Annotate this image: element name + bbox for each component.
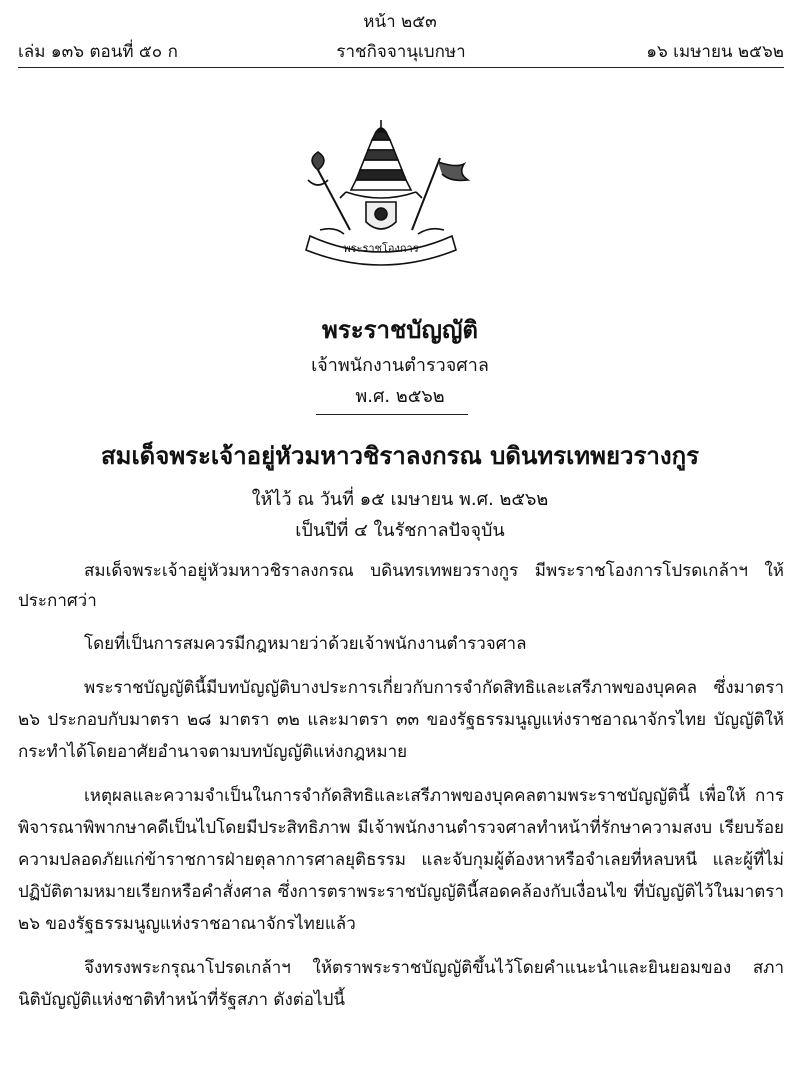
preamble-body <box>18 556 784 1028</box>
gazette-name: ราชกิจจานุเบกษา <box>336 42 466 62</box>
emblem-ribbon-text: พระราชโองการ <box>343 242 419 255</box>
royal-emblem-icon <box>288 118 474 268</box>
king-title: สมเด็จพระเจ้าอยู่หัวมหาวชิราลงกรณ บดินทรเทพยวรางกูร <box>101 442 699 470</box>
paragraph-reasons: เหตุผลและความจำเป็นในการจำกัดสิทธิและเสรีภาพของบุคคลตามพระราชบัญญัตินี้ เพื่อให้ การพิจารณาพิพากษาคดีเป็นไปโดยมีประสิทธิภาพ มีเจ้าพนักงานตำรวจศาลทำหน้าที่รักษาความสงบ เรียบร้อย ความปลอดภัยแก่ข้าราชการฝ่ายตุลาการศาลยุติธรรม และจับกุมผู้ต้องหาหรือจำเลยที่หลบหนี และผู้ที่ไม่ปฏิบัติตามหมายเรียกหรือคำสั่งศาล ซึ่งการตราพระราชบัญญัตินี้สอดคล้องกับเงื่อนไข ที่บัญญัติไว้ในมาตรา ๒๖ ของรัฐธรรมนูญแห่งราชอาณาจักรไทยแล้ว <box>18 786 784 934</box>
paragraph-rights-limitation: พระราชบัญญัตินี้มีบทบัญญัติบางประการเกี่ยวกับการจำกัดสิทธิและเสรีภาพของบุคคล ซึ่งมาตรา ๒๖ ประกอบกับมาตรา ๒๘ มาตรา ๓๒ และมาตรา ๓๓ ของรัฐธรรมนูญแห่งราชอาณาจักรไทย บัญญัติให้กระทำได้โดยอาศัยอำนาจตามบทบัญญัติแห่งกฎหมาย <box>18 678 784 762</box>
header-divider <box>18 67 784 68</box>
page-number: หน้า ๒๕๓ <box>363 12 437 32</box>
paragraph-enactment: จึงทรงพระกรุณาโปรดเกล้าฯ ให้ตราพระราชบัญญัติขึ้นไว้โดยคำแนะนำและยินยอมของ สภานิติบัญญัติแห่งชาติทำหน้าที่รัฐสภา ดังต่อไปนี้ <box>18 958 784 1010</box>
royal-emblem-drawing <box>288 118 474 268</box>
paragraph-purpose: โดยที่เป็นการสมควรมีกฎหมายว่าด้วยเจ้าพนักงานตำรวจศาล <box>84 634 527 654</box>
title-divider <box>316 414 468 415</box>
issue-date: ๑๖ เมษายน ๒๕๖๒ <box>646 42 784 62</box>
given-date: ให้ไว้ ณ วันที่ ๑๕ เมษายน พ.ศ. ๒๕๖๒ <box>251 489 549 510</box>
act-year: พ.ศ. ๒๕๖๒ <box>355 386 445 407</box>
act-subtitle: เจ้าพนักงานตำรวจศาล <box>311 355 489 376</box>
act-title: พระราชบัญญัติ <box>322 316 478 344</box>
gazette-header <box>18 38 784 64</box>
reign-year: เป็นปีที่ ๔ ในรัชกาลปัจจุบัน <box>295 520 505 541</box>
volume-issue: เล่ม ๑๓๖ ตอนที่ ๕๐ ก <box>18 42 178 62</box>
paragraph-proclamation: สมเด็จพระเจ้าอยู่หัวมหาวชิราลงกรณ บดินทรเทพยวรางกูร มีพระราชโองการโปรดเกล้าฯ ให้ประกาศว่า <box>18 561 784 611</box>
